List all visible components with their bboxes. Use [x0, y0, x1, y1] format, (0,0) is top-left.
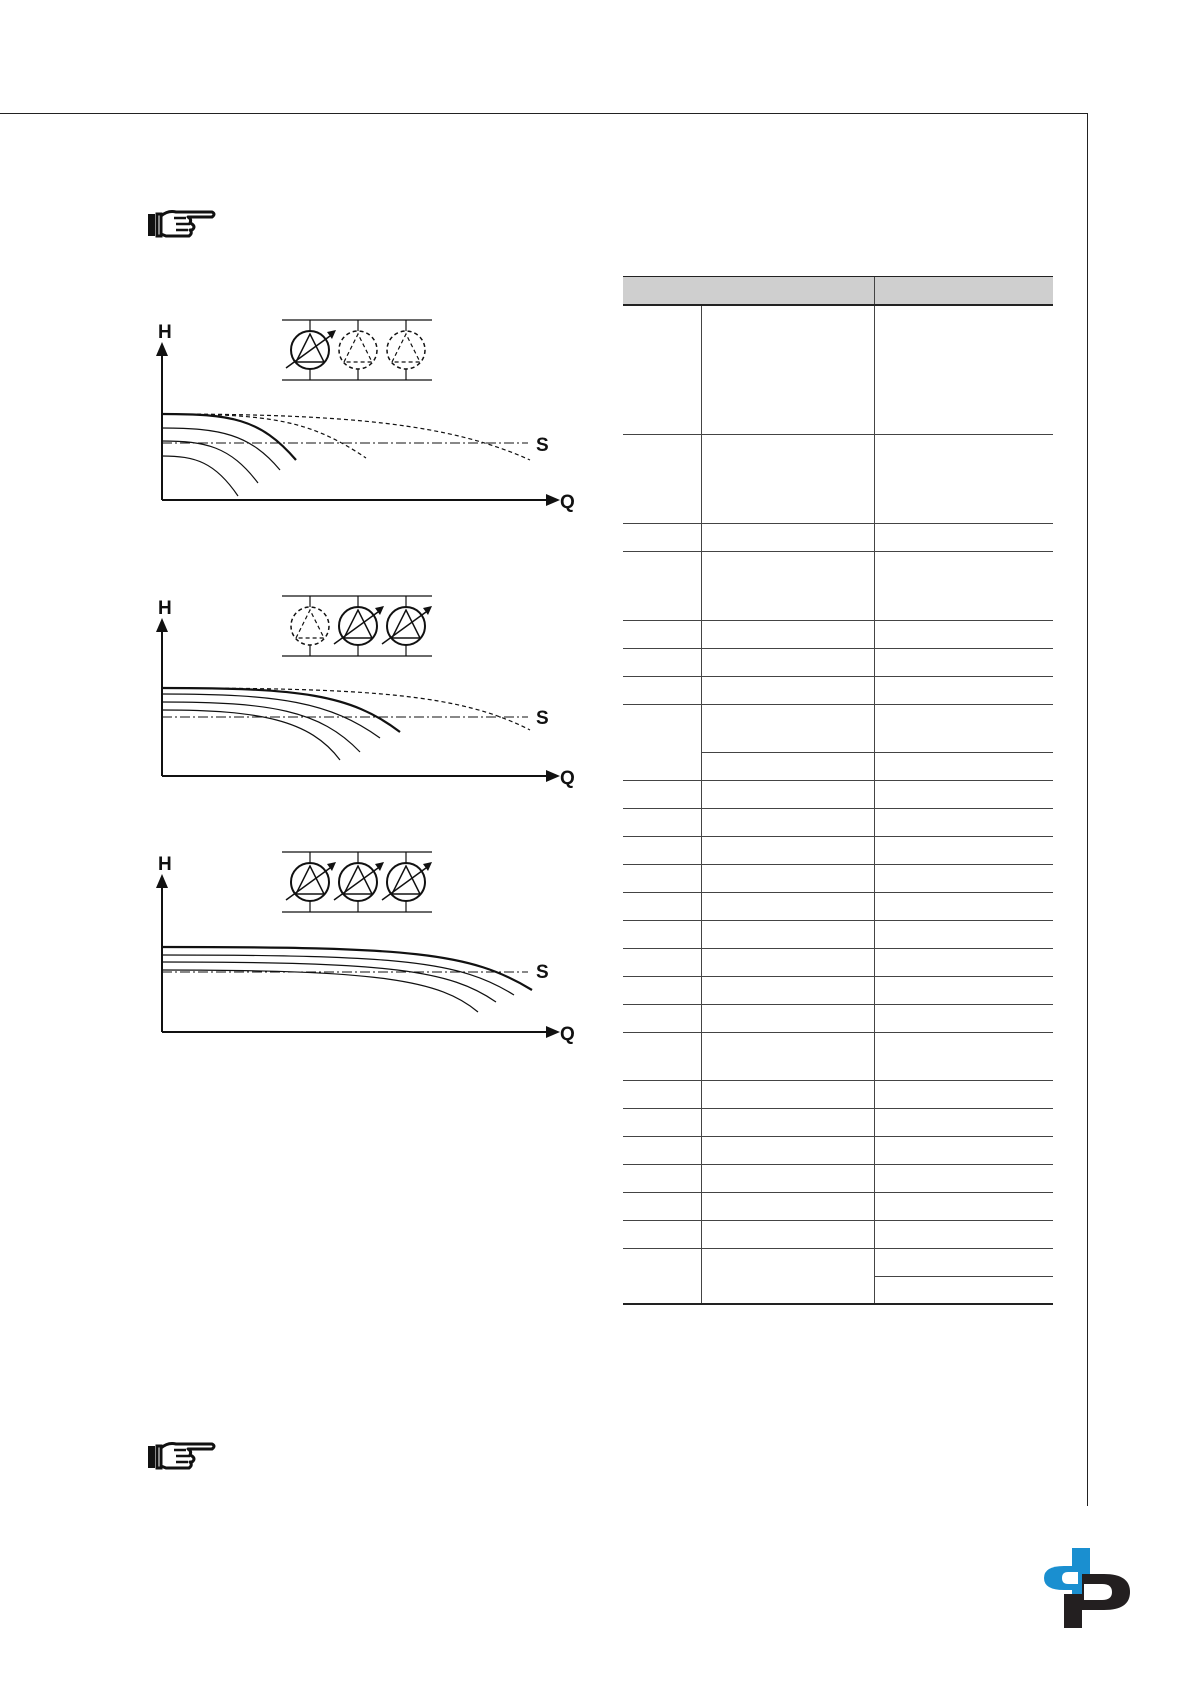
table-cell	[702, 920, 875, 948]
table-cell	[875, 752, 1054, 780]
table-cell	[702, 676, 875, 704]
table-cell	[702, 648, 875, 676]
table-row	[623, 648, 1053, 676]
table-cell	[623, 1108, 702, 1136]
specification-table	[623, 276, 1053, 1305]
table-cell	[875, 1220, 1054, 1248]
table-row	[623, 836, 1053, 864]
table-header-cell	[875, 277, 1054, 306]
table-row	[623, 1136, 1053, 1164]
pump-icon-active	[334, 596, 384, 656]
table-cell	[702, 780, 875, 808]
table-cell	[623, 780, 702, 808]
setpoint-label: S	[536, 708, 549, 729]
pump-icon-active	[334, 852, 384, 912]
table-row	[623, 1080, 1053, 1108]
table-cell	[702, 434, 875, 523]
table-cell	[623, 1032, 702, 1080]
table-cell	[702, 864, 875, 892]
pump-station-symbol	[282, 320, 432, 380]
table-cell	[875, 808, 1054, 836]
table-cell	[875, 523, 1054, 551]
table-cell	[623, 434, 702, 523]
pump-icon-active	[286, 320, 336, 380]
pump-station-symbol	[282, 596, 432, 656]
table-cell	[875, 1164, 1054, 1192]
x-axis-label: Q	[560, 492, 575, 513]
pump-icon-standby	[339, 320, 377, 380]
table-cell	[702, 1220, 875, 1248]
table-cell	[875, 836, 1054, 864]
table-cell	[623, 1136, 702, 1164]
table-cell	[875, 948, 1054, 976]
table-cell	[623, 305, 702, 434]
setpoint-label: S	[536, 962, 549, 983]
table-cell	[875, 920, 1054, 948]
table-cell	[702, 1108, 875, 1136]
table-cell	[875, 1192, 1054, 1220]
table-cell	[702, 704, 875, 752]
pointing-hand-icon	[146, 204, 218, 244]
table-cell	[623, 1164, 702, 1192]
pump-icon-standby	[291, 596, 329, 656]
table-row	[623, 434, 1053, 523]
x-axis-label: Q	[560, 768, 575, 789]
table-row	[623, 920, 1053, 948]
table-cell	[702, 1164, 875, 1192]
table-row	[623, 1192, 1053, 1220]
table-cell	[875, 676, 1054, 704]
table-cell	[623, 648, 702, 676]
table-cell	[875, 1276, 1054, 1304]
table-cell	[702, 808, 875, 836]
table-row	[623, 1248, 1053, 1276]
table-cell	[875, 1248, 1054, 1276]
table-cell	[623, 1004, 702, 1032]
table-cell	[702, 305, 875, 434]
table-cell	[702, 1032, 875, 1080]
table-cell	[702, 836, 875, 864]
table-row	[623, 523, 1053, 551]
table-cell	[702, 976, 875, 1004]
table-cell	[702, 752, 875, 780]
table-cell	[623, 808, 702, 836]
table-cell	[875, 648, 1054, 676]
table-cell	[702, 948, 875, 976]
table-row	[623, 305, 1053, 434]
table-cell	[875, 892, 1054, 920]
table-cell	[875, 780, 1054, 808]
table-cell	[875, 1004, 1054, 1032]
table-row	[623, 1220, 1053, 1248]
table-row	[623, 1032, 1053, 1080]
table-row	[623, 676, 1053, 704]
y-axis-label: H	[158, 598, 172, 619]
table-cell	[623, 864, 702, 892]
pump-icon-standby	[387, 320, 425, 380]
table-header-row	[623, 277, 1053, 306]
table-cell	[875, 305, 1054, 434]
x-axis-label: Q	[560, 1024, 575, 1045]
table-cell	[623, 892, 702, 920]
table-cell	[875, 551, 1054, 620]
table-cell	[623, 704, 702, 780]
table-cell	[875, 1032, 1054, 1080]
table-cell	[623, 676, 702, 704]
table-cell	[702, 551, 875, 620]
table-cell	[875, 976, 1054, 1004]
table-cell	[623, 836, 702, 864]
table-cell	[875, 864, 1054, 892]
table-cell	[623, 1080, 702, 1108]
table-row	[623, 948, 1053, 976]
page-frame-top-rule	[0, 113, 1088, 114]
pump-curve-diagram-1	[150, 316, 580, 546]
pump-icon-active	[382, 852, 432, 912]
table-cell	[623, 551, 702, 620]
table-cell	[875, 620, 1054, 648]
table-cell	[623, 523, 702, 551]
table-cell	[623, 1220, 702, 1248]
table-cell	[623, 620, 702, 648]
table-cell	[623, 920, 702, 948]
pump-icon-active	[286, 852, 336, 912]
table-cell	[875, 704, 1054, 752]
table-cell	[623, 1192, 702, 1220]
table-cell	[702, 620, 875, 648]
table-row	[623, 1108, 1053, 1136]
table-cell	[875, 1108, 1054, 1136]
table-row	[623, 1164, 1053, 1192]
table-row	[623, 704, 1053, 752]
table-row	[623, 1004, 1053, 1032]
pump-curve-diagram-3	[150, 848, 580, 1078]
pump-curve-diagram-2	[150, 590, 580, 820]
table-cell	[702, 1248, 875, 1304]
table-cell	[702, 1136, 875, 1164]
table-header-cell	[623, 277, 875, 306]
y-axis-label: H	[158, 854, 172, 875]
pointing-hand-icon	[146, 1436, 218, 1476]
page-frame-right-rule	[1087, 113, 1088, 1506]
table-row	[623, 551, 1053, 620]
table-cell	[702, 1004, 875, 1032]
table-cell	[702, 523, 875, 551]
table-row	[623, 892, 1053, 920]
pump-icon-active	[382, 596, 432, 656]
table-row	[623, 864, 1053, 892]
pump-station-symbol	[282, 852, 432, 912]
table-cell	[875, 1136, 1054, 1164]
dp-logo	[1042, 1548, 1132, 1628]
setpoint-label: S	[536, 435, 549, 456]
table-cell	[702, 1192, 875, 1220]
table-row	[623, 780, 1053, 808]
table-cell	[623, 1248, 702, 1304]
table-row	[623, 620, 1053, 648]
table-cell	[875, 1080, 1054, 1108]
table-cell	[623, 948, 702, 976]
table-cell	[875, 434, 1054, 523]
y-axis-label: H	[158, 322, 172, 343]
table-cell	[702, 892, 875, 920]
table-row	[623, 976, 1053, 1004]
table-cell	[702, 1080, 875, 1108]
table-row	[623, 808, 1053, 836]
table-cell	[623, 976, 702, 1004]
